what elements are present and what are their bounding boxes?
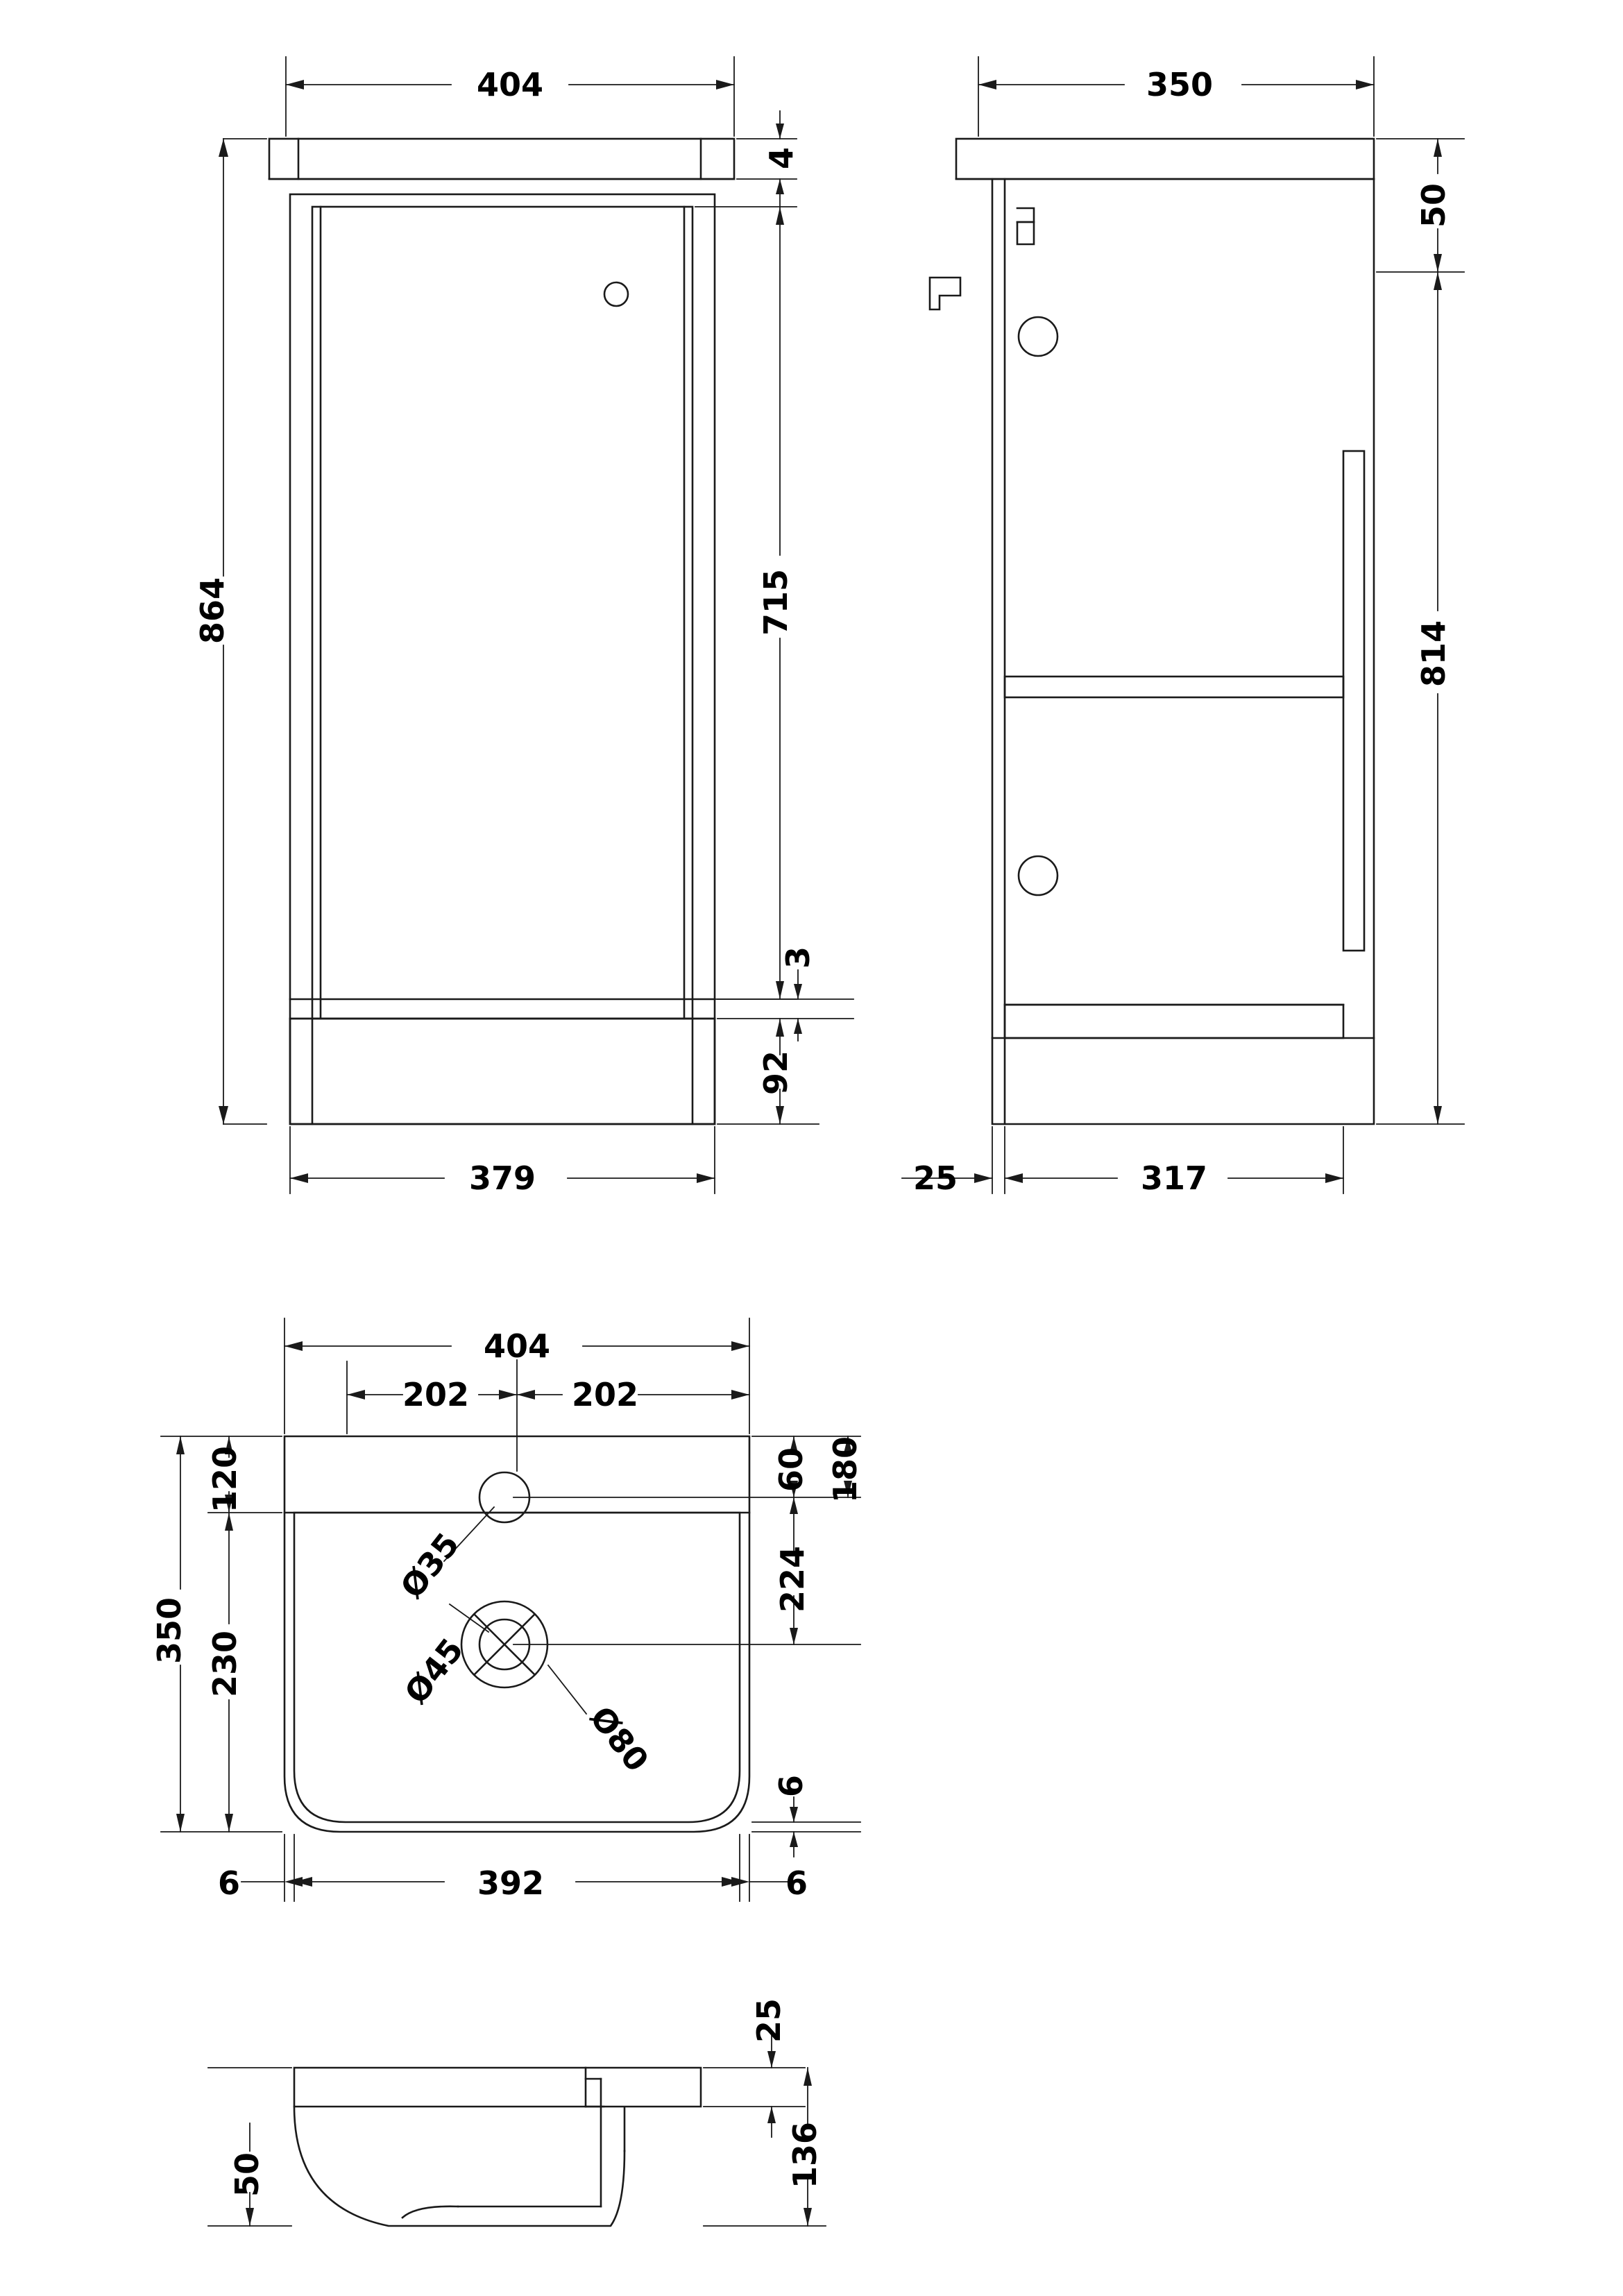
dim-plan-tap-offset: 60 xyxy=(772,1447,810,1493)
plan-view-dimensions xyxy=(161,1318,860,1901)
dim-front-door-height: 715 xyxy=(757,568,794,636)
dim-plan-left-edge: 6 xyxy=(217,1864,241,1902)
front-elevation-geometry xyxy=(269,139,734,1124)
dim-waste-outer-diameter: Ø80 xyxy=(582,1699,656,1779)
dim-plan-waste-centre: 224 xyxy=(774,1545,811,1613)
dim-tap-hole-diameter: Ø35 xyxy=(393,1525,467,1606)
side-elevation-geometry xyxy=(930,139,1374,1124)
dim-side-top-height: 50 xyxy=(1415,182,1452,228)
dim-plan-tap-centre: 180 xyxy=(826,1436,864,1504)
basin-section-dimensions xyxy=(208,2033,826,2226)
dim-front-top-thickness: 4 xyxy=(763,146,800,170)
dim-section-bowl-depth: 50 xyxy=(228,2152,266,2197)
dim-plan-half-left: 202 xyxy=(402,1376,470,1413)
dim-plan-right-edge: 6 xyxy=(785,1864,808,1902)
plan-view-geometry xyxy=(284,1436,749,1832)
dim-side-base-depth: 317 xyxy=(1140,1159,1208,1197)
dim-plan-width: 404 xyxy=(483,1327,551,1365)
dim-plan-front-zone: 230 xyxy=(206,1630,244,1698)
dim-front-overall-height: 864 xyxy=(194,577,231,645)
dim-plan-back-zone: 120 xyxy=(206,1445,244,1513)
dim-section-rim-height: 25 xyxy=(750,1998,788,2043)
dim-plan-half-right: 202 xyxy=(571,1376,639,1413)
dim-front-gap: 3 xyxy=(779,946,817,969)
dim-plan-inner-width: 392 xyxy=(477,1864,545,1902)
dimension-labels xyxy=(151,66,1452,2197)
dim-side-body-height: 814 xyxy=(1415,620,1452,688)
dim-plan-depth: 350 xyxy=(151,1597,188,1665)
dim-section-total-height: 136 xyxy=(786,2121,824,2189)
basin-section-geometry xyxy=(294,2068,701,2226)
dim-front-base-width: 379 xyxy=(468,1159,536,1197)
dim-plan-front-edge: 6 xyxy=(772,1774,810,1798)
dim-side-depth-top: 350 xyxy=(1146,66,1214,103)
dim-side-setback: 25 xyxy=(912,1159,958,1197)
dim-front-plinth-height: 92 xyxy=(757,1050,794,1096)
dim-waste-inner-diameter: Ø45 xyxy=(397,1631,471,1711)
dim-front-width-top: 404 xyxy=(476,66,544,103)
side-elevation-dimensions xyxy=(902,57,1464,1193)
